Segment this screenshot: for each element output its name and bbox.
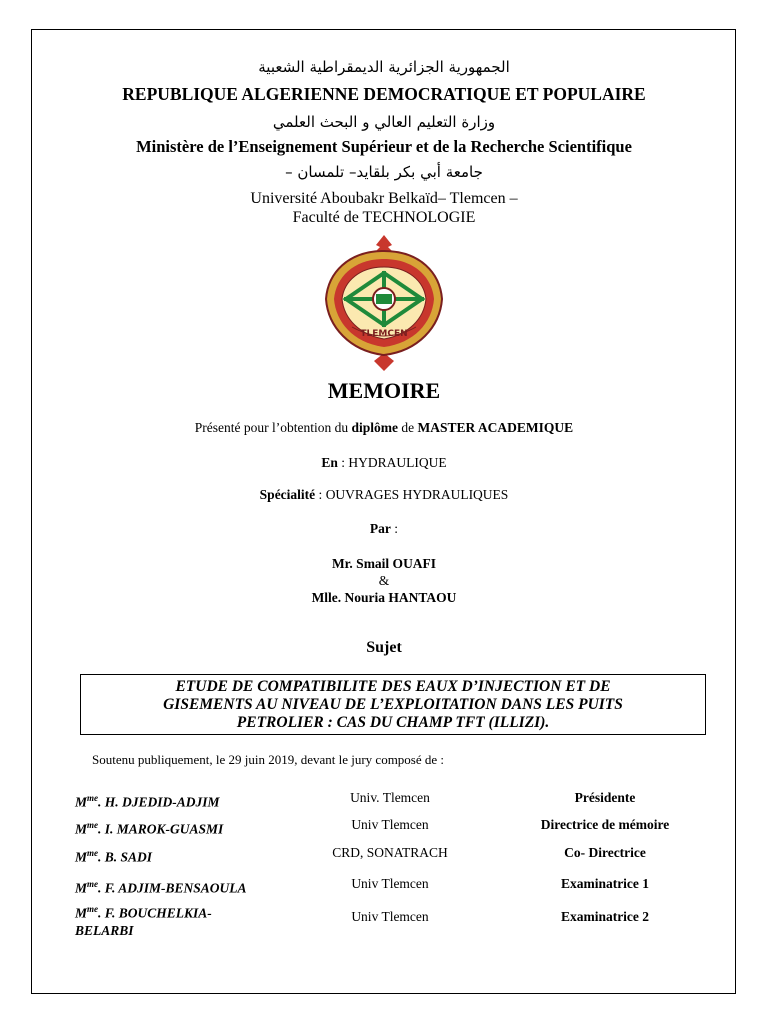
arabic-university-title: جامعة أبي بكر بلقايد– تلمسان –: [285, 163, 483, 181]
jury-row: [0, 790, 768, 810]
university-name: Université Aboubakr Belkaïd– Tlemcen –: [250, 190, 518, 207]
jury-member-institution: Univ Tlemcen: [351, 909, 429, 924]
arabic-republic-title: الجمهورية الجزائرية الديمقراطية الشعبية: [258, 58, 510, 76]
specialty-value: OUVRAGES HYDRAULIQUES: [325, 487, 509, 502]
faculty-name: Faculté de TECHNOLOGIE: [292, 209, 476, 226]
author-and: &: [378, 573, 390, 588]
degree-name: MASTER ACADEMIQUE: [417, 420, 574, 435]
by-label: Par: [369, 521, 391, 536]
by-line: [0, 521, 768, 537]
by-separator: :: [390, 521, 399, 536]
field-separator: :: [337, 455, 349, 470]
jury-member-name: $M^{me}$. H. DJEDID-ADJIM: [75, 793, 220, 810]
defense-statement: Soutenu publiquement, le 29 juin 2019, devant le jury composé de :: [92, 752, 445, 767]
specialty-line: [0, 487, 768, 503]
diploma-word: diplôme: [351, 420, 399, 435]
subject-line: PETROLIER : CAS DU CHAMP TFT (ILLIZI).: [236, 714, 550, 731]
jury-member-name: $M^{me}$. F. BOUCHELKIA- BELARBI: [75, 904, 212, 938]
jury-row: [0, 901, 768, 937]
jury-row: [0, 876, 768, 896]
specialty-separator: :: [315, 487, 326, 502]
field-value: HYDRAULIQUE: [348, 455, 447, 470]
jury-member-institution: Univ Tlemcen: [351, 876, 429, 891]
jury-member-name: $M^{me}$. I. MAROK-GUASMI: [75, 820, 224, 837]
jury-member-role: Présidente: [574, 790, 636, 805]
arabic-ministry-title: وزارة التعليم العالي و البحث العلمي: [272, 113, 496, 131]
university-logo: [322, 233, 446, 373]
subject-heading: Sujet: [366, 639, 402, 656]
subject-box: [80, 674, 706, 735]
jury-member-role: Examinatrice 1: [560, 876, 650, 891]
jury-member-role: Directrice de mémoire: [540, 817, 670, 832]
subject-line: GISEMENTS AU NIVEAU DE L’EXPLOITATION DANS LES PUITS: [163, 696, 623, 713]
author-first: Mr. Smail OUAFI: [331, 556, 437, 571]
svg-text:TLEMCEN: TLEMCEN: [360, 329, 408, 339]
jury-member-name: $M^{me}$. B. SADI: [75, 848, 153, 865]
author-second: Mlle. Nouria HANTAOU: [311, 590, 457, 605]
jury-member-institution: CRD, SONATRACH: [332, 845, 448, 860]
field-label: En: [321, 455, 338, 470]
republic-title: REPUBLIQUE ALGERIENNE DEMOCRATIQUE ET POPULAIRE: [122, 84, 646, 104]
field-line: [0, 455, 768, 471]
jury-member-institution: Univ. Tlemcen: [350, 790, 430, 805]
document-type: MEMOIRE: [327, 378, 441, 403]
jury-member-name: $M^{me}$. F. ADJIM-BENSAOULA: [75, 879, 247, 896]
presented-for-line: [0, 420, 768, 436]
jury-row: [0, 845, 768, 865]
jury-row: [0, 817, 768, 837]
presented-prefix: Présenté pour l’obtention du: [194, 420, 349, 435]
jury-member-institution: Univ Tlemcen: [351, 817, 429, 832]
ministry-title: Ministère de l’Enseignement Supérieur et de la Recherche Scientifique: [136, 137, 632, 156]
subject-line: ETUDE DE COMPATIBILITE DES EAUX D’INJECTION ET DE: [175, 678, 611, 695]
jury-member-role: Co- Directrice: [564, 845, 646, 860]
presented-middle: de: [401, 420, 415, 435]
specialty-label: Spécialité: [259, 487, 316, 502]
jury-member-role: Examinatrice 2: [560, 909, 650, 924]
